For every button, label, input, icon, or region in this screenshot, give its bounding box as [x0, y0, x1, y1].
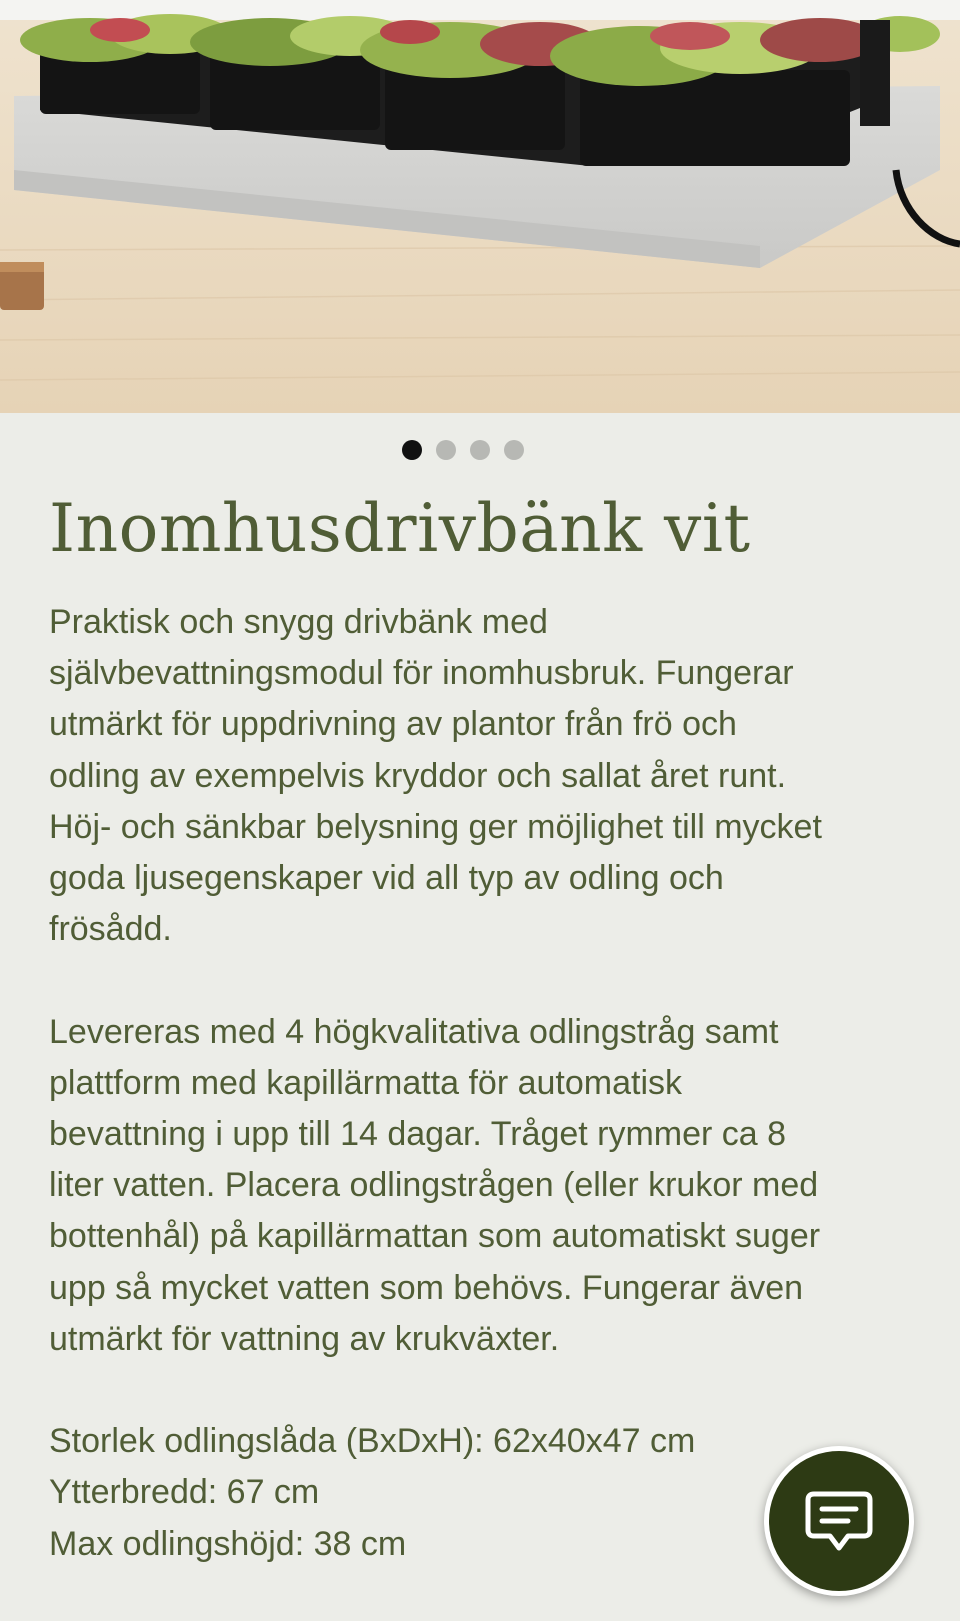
- description-line: Höj- och sänkbar belysning ger möjlighet till mycket: [49, 807, 822, 846]
- description-line: bevattning i upp till 14 dagar. Tråget rymmer ca 8: [49, 1115, 787, 1154]
- spec-max-growing-height: Max odlingshöjd: 38 cm: [49, 1524, 407, 1563]
- carousel-dot-2[interactable]: [436, 440, 456, 460]
- carousel-dot-4[interactable]: [504, 440, 524, 460]
- description-paragraph-2: [49, 1007, 929, 1365]
- product-title: Inomhusdrivbänk vit: [49, 490, 751, 567]
- description-line: plattform med kapillärmatta för automatisk: [49, 1063, 683, 1102]
- description-line: utmärkt för vattning av krukväxter.: [49, 1319, 560, 1358]
- description-line: utmärkt för uppdrivning av plantor från frö och: [49, 705, 737, 744]
- description-line: goda ljusegenskaper vid all typ av odling och: [49, 859, 724, 898]
- spec-outer-width: Ytterbredd: 67 cm: [49, 1473, 320, 1512]
- description-line: upp så mycket vatten som behövs. Fungerar även: [49, 1268, 804, 1307]
- description-line: liter vatten. Placera odlingstrågen (eller krukor med: [49, 1166, 819, 1205]
- product-photo: [0, 0, 960, 413]
- description-line: odling av exempelvis kryddor och sallat året runt.: [49, 756, 787, 795]
- spec-size: Storlek odlingslåda (BxDxH): 62x40x47 cm: [49, 1422, 696, 1461]
- carousel-indicators: [0, 440, 943, 460]
- chat-button[interactable]: [764, 1446, 914, 1596]
- carousel-dot-3[interactable]: [470, 440, 490, 460]
- description-line: självbevattningsmodul för inomhusbruk. Fungerar: [49, 654, 794, 693]
- carousel-dot-1[interactable]: [402, 440, 422, 460]
- description-paragraph-1: [49, 597, 929, 955]
- description-line: bottenhål) på kapillärmattan som automatiskt suger: [49, 1217, 821, 1256]
- description-line: Praktisk och snygg drivbänk med: [49, 603, 548, 641]
- description-line: frösådd.: [49, 910, 172, 949]
- product-image[interactable]: [0, 0, 960, 413]
- chat-bubble-icon: [804, 1488, 874, 1554]
- description-line: Levereras med 4 högkvalitativa odlingstråg samt: [49, 1012, 779, 1051]
